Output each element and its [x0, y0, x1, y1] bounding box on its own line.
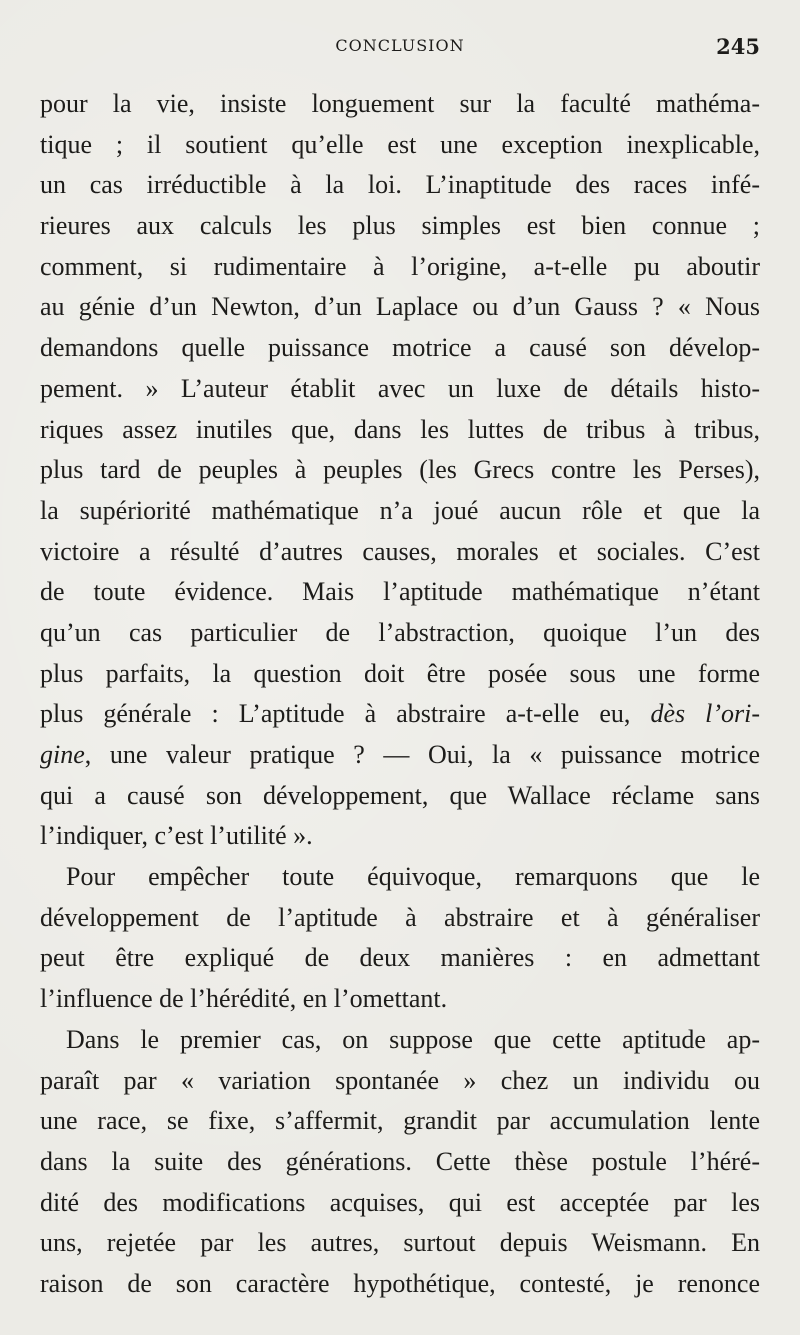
text-line: tique ; il soutient qu’elle est une exception inexplicable,	[40, 129, 760, 159]
text-line: Dans le premier cas, on suppose que cette aptitude ap-	[66, 1024, 760, 1054]
text-line: Pour empêcher toute équivoque, remarquons que le	[66, 862, 760, 892]
text-line-with-italic	[40, 694, 760, 735]
text-line: de toute évidence. Mais l’aptitude mathématique n’étant	[40, 577, 760, 607]
text-line: qu’un cas particulier de l’abstraction, quoique l’un des	[40, 617, 760, 647]
text-line: pement. » L’auteur établit avec un luxe de détails histo-	[40, 373, 760, 403]
text-line: raison de son caractère hypothétique, contesté, je renonce	[40, 1268, 760, 1298]
text-line: développement de l’aptitude à abstraire et à généraliser	[40, 902, 760, 932]
text-line-with-italic	[40, 735, 760, 776]
text-line: paraît par « variation spontanée » chez un individu ou	[40, 1065, 760, 1095]
text-line: au génie d’un Newton, d’un Laplace ou d’un Gauss ? « Nous	[40, 292, 760, 322]
text-line: pour la vie, insiste longuement sur la faculté mathéma-	[40, 89, 760, 118]
text-line: l’indiquer, c’est l’utilité ».	[40, 821, 313, 851]
text-segment: , une valeur pratique ? — Oui, la « puissance motrice	[84, 740, 760, 769]
text-line: qui a causé son développement, que Wallace réclame sans	[40, 780, 760, 810]
body-text	[40, 84, 760, 1305]
paragraph-3	[40, 1020, 760, 1305]
text-line: plus tard de peuples à peuples (les Grecs contre les Perses),	[40, 455, 760, 485]
text-line: dans la suite des générations. Cette thèse postule l’héré-	[40, 1146, 760, 1176]
text-line: uns, rejetée par les autres, surtout depuis Weismann. En	[40, 1228, 760, 1258]
page-number: 245	[716, 34, 760, 59]
text-line: riques assez inutiles que, dans les luttes de tribus à tribus,	[40, 414, 760, 444]
text-line: dité des modifications acquises, qui est acceptée par les	[40, 1187, 760, 1217]
text-line: l’influence de l’hérédité, en l’omettant.	[40, 984, 448, 1014]
text-line: demandons quelle puissance motrice a causé son dévelop-	[40, 333, 760, 363]
text-line: rieures aux calculs les plus simples est bien connue ;	[40, 211, 760, 241]
text-line: plus parfaits, la question doit être posée sous une forme	[40, 658, 760, 688]
text-line: une race, se fixe, s’affermit, grandit par accumulation lente	[40, 1106, 760, 1136]
text-line: comment, si rudimentaire à l’origine, a-t-elle pu aboutir	[40, 251, 760, 281]
italic-segment: gine	[40, 740, 85, 769]
text-line: peut être expliqué de deux manières : en admettant	[40, 943, 760, 973]
text-line: victoire a résulté d’autres causes, morales et sociales. C’est	[40, 536, 760, 566]
text-line: un cas irréductible à la loi. L’inaptitude des races infé-	[40, 170, 760, 200]
paragraph-2	[40, 857, 760, 1020]
paragraph-1	[40, 84, 760, 857]
text-line: la supériorité mathématique n’a joué aucun rôle et que la	[40, 495, 760, 525]
italic-segment: dès l’ori-	[650, 699, 761, 729]
running-head	[40, 34, 760, 64]
text-segment: plus générale : L’aptitude à abstraire a-t-elle eu,	[40, 699, 651, 729]
running-title: CONCLUSION	[335, 36, 465, 55]
